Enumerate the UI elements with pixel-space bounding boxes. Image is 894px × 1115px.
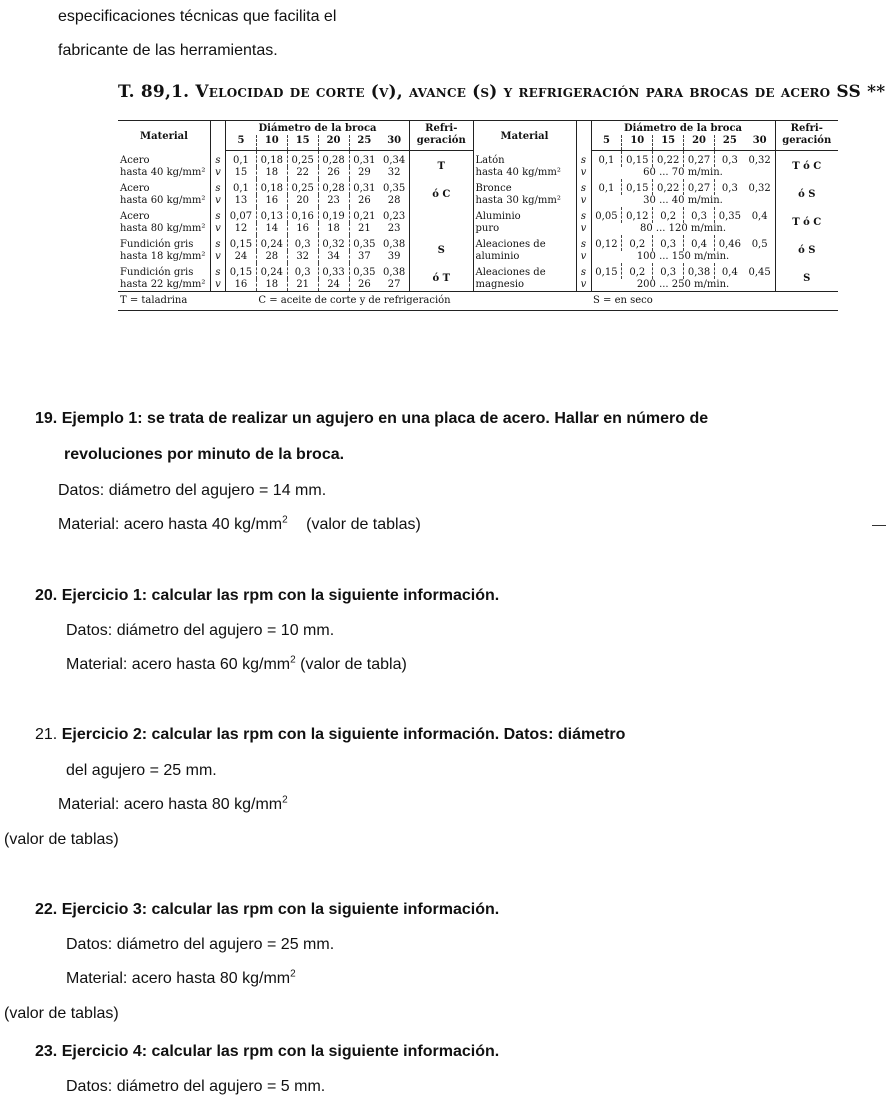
diameter-left-15: 15 — [287, 135, 318, 151]
feed-value: 0,4 — [684, 235, 715, 251]
intro-line-2: fabricante de las herramientas. — [58, 42, 278, 59]
feed-value: 0,31 — [349, 179, 379, 195]
speed-range: 30 ... 40 m/min. — [591, 195, 775, 207]
diameter-right-25: 25 — [715, 135, 745, 151]
exercise-22-material-sup: 2 — [290, 968, 296, 980]
table-row — [118, 195, 838, 207]
speed-value: 26 — [349, 195, 379, 207]
exercise-20-title — [35, 587, 499, 605]
speed-value: 24 — [318, 279, 349, 292]
feed-value: 0,1 — [598, 155, 615, 166]
edge-dash — [872, 525, 886, 526]
feed-value: 0,24 — [256, 263, 287, 279]
feed-value: 0,38 — [684, 263, 715, 279]
feed-value: 0,15 — [622, 179, 653, 195]
feed-symbol: s — [211, 179, 226, 195]
speed-value: 22 — [287, 167, 318, 179]
exercise-19-title-a: Ejemplo 1: se trata de realizar un agujero en una placa de acero. Hallar en número de — [61, 410, 709, 427]
feed-symbol: s — [576, 263, 591, 279]
diameter-left-25: 25 — [349, 135, 379, 151]
exercise-19-material-text: Material: acero hasta 40 kg/mm — [58, 516, 283, 533]
exercise-22-material — [66, 970, 296, 988]
coolant-left: ó C — [410, 179, 473, 207]
speed-symbol: v — [576, 279, 591, 292]
feed-value: 0,22 — [653, 151, 684, 168]
speed-value: 27 — [379, 279, 409, 292]
feed-value: 0,34 — [379, 151, 409, 168]
feed-value: 0,3 — [653, 263, 684, 279]
exercise-23-title-text: Ejercicio 4: calcular las rpm con la siguiente información. — [61, 1043, 500, 1060]
speed-symbol: v — [576, 251, 591, 263]
drill-speed-table — [118, 82, 886, 396]
speed-symbol: v — [211, 195, 226, 207]
coolant-left: S — [410, 235, 473, 263]
feed-value: 0,35 — [379, 179, 409, 195]
table-title-text: Velocidad de corte (v), avance (s) y refrigeración para brocas de acero SS ** — [195, 82, 886, 102]
feed-value: 0,5 — [745, 235, 775, 251]
material-right-line1: Latón — [473, 151, 576, 168]
table-row — [118, 223, 838, 235]
material-left-line1: Acero — [118, 151, 211, 168]
material-right-line2: aluminio — [473, 251, 576, 263]
material-left-line2: hasta 22 kg/mm² — [118, 279, 211, 292]
feed-value: 0,35 — [349, 235, 379, 251]
coolant-left: T — [410, 151, 473, 180]
feed-value: 0,27 — [684, 151, 715, 168]
speed-value: 37 — [349, 251, 379, 263]
header-refri-right: Refri- — [775, 121, 838, 136]
exercise-21-number: 21. — [35, 726, 58, 743]
feed-value: 0,12 — [595, 239, 618, 250]
feed-symbol: s — [211, 151, 226, 168]
table-title-prefix: T. 89,1. — [118, 82, 190, 102]
exercise-19-valor: (valor de tablas) — [306, 516, 421, 533]
table-row — [118, 151, 838, 168]
speed-value: 13 — [234, 195, 248, 206]
exercise-20-material-text: Material: acero hasta 60 kg/mm — [66, 656, 291, 673]
speed-value: 28 — [379, 195, 409, 207]
feed-value: 0,16 — [287, 207, 318, 223]
feed-value: 0,28 — [318, 151, 349, 168]
speed-value: 23 — [318, 195, 349, 207]
table-title — [118, 82, 886, 102]
material-left-line1: Acero — [118, 179, 211, 195]
exercise-19-material — [58, 516, 421, 534]
speed-value: 14 — [256, 223, 287, 235]
header-material-right: Material — [473, 121, 576, 151]
speed-range: 60 ... 70 m/min. — [591, 167, 775, 179]
feed-symbol: s — [576, 179, 591, 195]
exercise-20-datos: Datos: diámetro del agujero = 10 mm. — [66, 622, 335, 639]
header-geracion-left: geración — [410, 135, 473, 151]
header-material-left: Material — [118, 121, 211, 151]
table-row — [118, 279, 838, 292]
exercise-21-material-text: Material: acero hasta 80 kg/mm — [58, 796, 283, 813]
feed-value: 0,2 — [622, 235, 653, 251]
diameter-right-20: 20 — [684, 135, 715, 151]
feed-value: 0,2 — [622, 263, 653, 279]
diameter-right-5: 5 — [591, 135, 622, 151]
feed-value: 0,15 — [229, 267, 253, 278]
table-row — [118, 179, 838, 195]
material-right-line1: Aleaciones de — [473, 235, 576, 251]
speed-value: 28 — [256, 251, 287, 263]
table-row — [118, 207, 838, 223]
feed-value: 0,1 — [232, 183, 249, 194]
feed-value: 0,1 — [232, 155, 249, 166]
feed-value: 0,19 — [318, 207, 349, 223]
feed-value: 0,4 — [745, 207, 775, 223]
material-right-line2: hasta 40 kg/mm² — [473, 167, 576, 179]
exercise-23-datos: Datos: diámetro del agujero = 5 mm. — [66, 1078, 326, 1095]
speed-value: 29 — [349, 167, 379, 179]
feed-symbol: s — [576, 207, 591, 223]
feed-value: 0,1 — [598, 183, 615, 194]
coolant-right: S — [803, 273, 811, 284]
feed-value: 0,12 — [622, 207, 653, 223]
exercise-20-material — [66, 656, 407, 674]
exercise-20-material-sup: 2 — [290, 654, 296, 666]
header-geracion-right: geración — [775, 135, 838, 151]
speed-value: 18 — [318, 223, 349, 235]
table-body — [118, 151, 838, 292]
material-right-line1: Aluminio — [473, 207, 576, 223]
speed-value: 18 — [256, 167, 287, 179]
speed-value: 12 — [234, 223, 248, 234]
speed-value: 20 — [287, 195, 318, 207]
feed-value: 0,18 — [256, 151, 287, 168]
intro-line-1: especificaciones técnicas que facilita el — [58, 8, 337, 25]
feed-value: 0,3 — [715, 179, 745, 195]
table-grid — [118, 120, 838, 311]
table-row — [118, 263, 838, 279]
exercise-22-datos: Datos: diámetro del agujero = 25 mm. — [66, 936, 335, 953]
material-right-line1: Bronce — [473, 179, 576, 195]
exercise-21-datos: del agujero = 25 mm. — [66, 762, 217, 779]
speed-value: 26 — [318, 167, 349, 179]
header-diameter-left: Diámetro de la broca — [226, 121, 410, 136]
feed-value: 0,3 — [287, 263, 318, 279]
material-right-line2: magnesio — [473, 279, 576, 292]
legend-seco: S = en seco — [591, 292, 838, 311]
exercise-22-number: 22. — [35, 901, 58, 918]
feed-value: 0,3 — [715, 151, 745, 168]
material-left-line1: Fundición gris — [118, 263, 211, 279]
exercise-23-number: 23. — [35, 1043, 58, 1060]
feed-value: 0,23 — [379, 207, 409, 223]
feed-value: 0,21 — [349, 207, 379, 223]
feed-value: 0,46 — [715, 235, 745, 251]
feed-value: 0,18 — [256, 179, 287, 195]
speed-value: 24 — [234, 251, 248, 262]
exercise-19-title — [35, 410, 708, 428]
speed-value: 32 — [287, 251, 318, 263]
speed-value: 26 — [349, 279, 379, 292]
legend-aceite: C = aceite de corte y de refrigeración — [256, 292, 591, 311]
diameter-left-10: 10 — [256, 135, 287, 151]
speed-value: 18 — [256, 279, 287, 292]
coolant-right: T ó C — [792, 161, 822, 172]
speed-value: 15 — [234, 167, 248, 178]
diameter-right-15: 15 — [653, 135, 684, 151]
feed-value: 0,25 — [287, 179, 318, 195]
feed-symbol: s — [211, 235, 226, 251]
diameter-right-30: 30 — [745, 135, 775, 151]
coolant-right: T ó C — [792, 217, 822, 228]
exercise-20-number: 20. — [35, 587, 58, 604]
legend-taladrina: T = taladrina — [118, 292, 256, 311]
exercise-19-material-sup: 2 — [282, 514, 288, 526]
speed-value: 23 — [379, 223, 409, 235]
feed-value: 0,38 — [379, 235, 409, 251]
feed-value: 0,28 — [318, 179, 349, 195]
feed-value: 0,45 — [745, 263, 775, 279]
speed-value: 34 — [318, 251, 349, 263]
feed-symbol: s — [576, 151, 591, 168]
feed-value: 0,3 — [653, 235, 684, 251]
speed-value: 16 — [234, 279, 248, 290]
feed-value: 0,25 — [287, 151, 318, 168]
feed-symbol: s — [211, 263, 226, 279]
feed-value: 0,05 — [595, 211, 618, 222]
header-diameter-right: Diámetro de la broca — [591, 121, 775, 136]
diameter-left-5: 5 — [226, 135, 257, 151]
feed-value: 0,27 — [684, 179, 715, 195]
material-right-line2: puro — [473, 223, 576, 235]
feed-value: 0,33 — [318, 263, 349, 279]
material-left-line1: Fundición gris — [118, 235, 211, 251]
exercise-20-valor: (valor de tabla) — [300, 656, 407, 673]
exercise-21-material-sup: 2 — [282, 794, 288, 806]
exercise-21-title-text: Ejercicio 2: calcular las rpm con la siguiente información. Datos: diámetro — [61, 726, 626, 743]
feed-value: 0,35 — [715, 207, 745, 223]
speed-value: 39 — [379, 251, 409, 263]
feed-value: 0,35 — [349, 263, 379, 279]
table-row — [118, 167, 838, 179]
speed-range: 80 ... 120 m/min. — [591, 223, 775, 235]
material-left-line2: hasta 80 kg/mm² — [118, 223, 211, 235]
material-right-line1: Aleaciones de — [473, 263, 576, 279]
feed-value: 0,24 — [256, 235, 287, 251]
feed-value: 0,07 — [229, 211, 253, 222]
header-refri-left: Refri- — [410, 121, 473, 136]
exercise-19-datos: Datos: diámetro del agujero = 14 mm. — [58, 482, 327, 499]
exercise-21-material — [58, 796, 288, 814]
speed-symbol: v — [576, 167, 591, 179]
exercise-22-material-text: Material: acero hasta 80 kg/mm — [66, 970, 291, 987]
material-left-line2: hasta 60 kg/mm² — [118, 195, 211, 207]
feed-value: 0,32 — [318, 235, 349, 251]
coolant-right: ó S — [798, 189, 816, 200]
feed-value: 0,38 — [379, 263, 409, 279]
coolant-left — [410, 207, 473, 235]
exercise-21-valor: (valor de tablas) — [4, 831, 119, 848]
exercise-19-title-b: revoluciones por minuto de la broca. — [64, 446, 345, 463]
feed-value: 0,32 — [745, 151, 775, 168]
feed-value: 0,22 — [653, 179, 684, 195]
speed-value: 16 — [287, 223, 318, 235]
coolant-right: ó S — [798, 245, 816, 256]
speed-value: 32 — [379, 167, 409, 179]
material-left-line2: hasta 40 kg/mm² — [118, 167, 211, 179]
feed-value: 0,13 — [256, 207, 287, 223]
exercise-21-title — [35, 726, 625, 744]
feed-value: 0,2 — [653, 207, 684, 223]
speed-range: 200 ... 250 m/min. — [591, 279, 775, 292]
speed-symbol: v — [211, 223, 226, 235]
feed-value: 0,15 — [229, 239, 253, 250]
exercise-20-title-text: Ejercicio 1: calcular las rpm con la siguiente información. — [61, 587, 500, 604]
diameter-left-20: 20 — [318, 135, 349, 151]
table-row — [118, 235, 838, 251]
speed-symbol: v — [211, 167, 226, 179]
feed-value: 0,4 — [715, 263, 745, 279]
material-left-line1: Acero — [118, 207, 211, 223]
table-row — [118, 251, 838, 263]
exercise-19-number: 19. — [35, 410, 58, 427]
diameter-left-30: 30 — [379, 135, 409, 151]
speed-symbol: v — [576, 195, 591, 207]
exercise-22-title — [35, 901, 499, 919]
material-left-line2: hasta 18 kg/mm² — [118, 251, 211, 263]
table-legend — [118, 292, 838, 311]
speed-value: 21 — [349, 223, 379, 235]
feed-symbol: s — [211, 207, 226, 223]
speed-symbol: v — [576, 223, 591, 235]
speed-range: 100 ... 150 m/min. — [591, 251, 775, 263]
feed-value: 0,32 — [745, 179, 775, 195]
feed-value: 0,15 — [622, 151, 653, 168]
speed-symbol: v — [211, 279, 226, 292]
exercise-23-title — [35, 1043, 499, 1061]
speed-value: 21 — [287, 279, 318, 292]
feed-value: 0,3 — [684, 207, 715, 223]
speed-value: 16 — [256, 195, 287, 207]
exercise-22-title-text: Ejercicio 3: calcular las rpm con la siguiente información. — [61, 901, 500, 918]
diameter-right-10: 10 — [622, 135, 653, 151]
feed-value: 0,15 — [595, 267, 618, 278]
exercise-22-valor: (valor de tablas) — [4, 1005, 119, 1022]
material-right-line2: hasta 30 kg/mm² — [473, 195, 576, 207]
feed-value: 0,3 — [287, 235, 318, 251]
coolant-left: ó T — [410, 263, 473, 292]
speed-symbol: v — [211, 251, 226, 263]
feed-value: 0,31 — [349, 151, 379, 168]
feed-symbol: s — [576, 235, 591, 251]
